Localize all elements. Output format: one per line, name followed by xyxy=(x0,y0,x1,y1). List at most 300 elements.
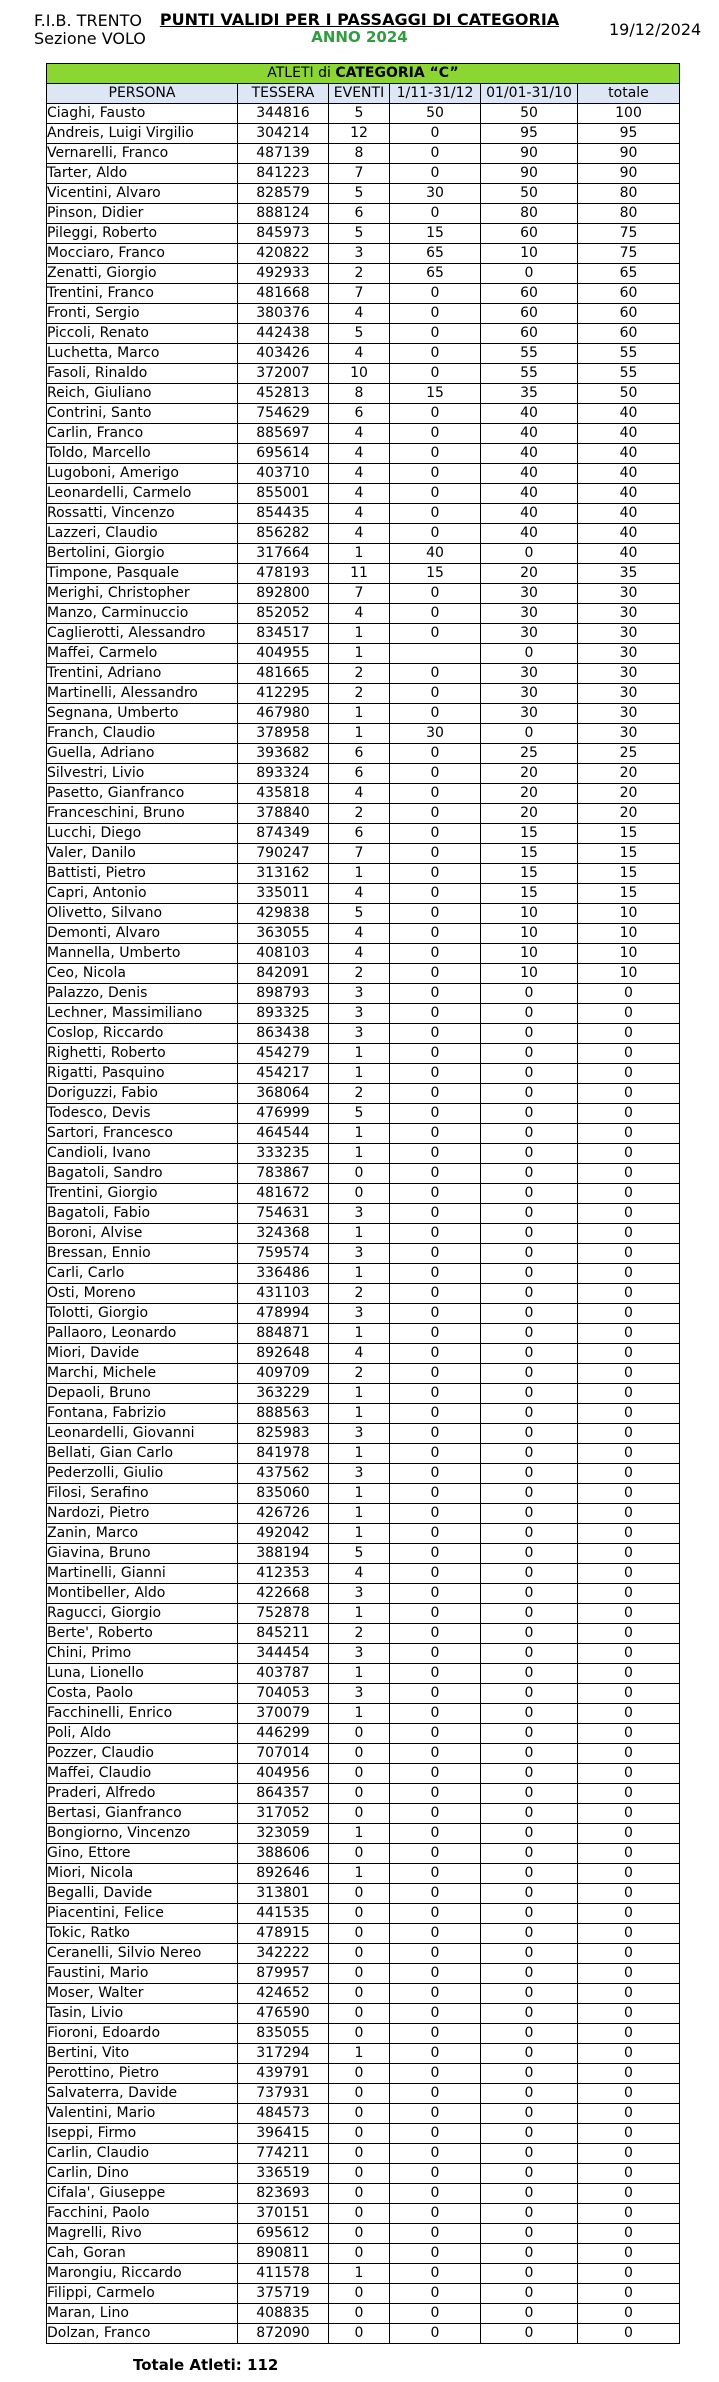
period2-points-cell: 10 xyxy=(481,924,578,944)
total-points-cell: 0 xyxy=(578,1204,680,1224)
person-cell: Martinelli, Alessandro xyxy=(47,684,238,704)
card-number-cell: 481668 xyxy=(238,284,329,304)
card-number-cell: 476590 xyxy=(238,2004,329,2024)
total-points-cell: 0 xyxy=(578,1244,680,1264)
period1-points-cell: 0 xyxy=(390,744,481,764)
total-points-cell: 0 xyxy=(578,1644,680,1664)
table-row xyxy=(47,624,680,644)
events-cell: 3 xyxy=(329,1644,390,1664)
period2-points-cell: 10 xyxy=(481,244,578,264)
total-points-cell: 60 xyxy=(578,284,680,304)
total-points-cell: 0 xyxy=(578,1724,680,1744)
period1-points-cell: 0 xyxy=(390,1524,481,1544)
events-cell: 4 xyxy=(329,524,390,544)
table-row xyxy=(47,444,680,464)
period1-points-cell: 0 xyxy=(390,1784,481,1804)
card-number-cell: 783867 xyxy=(238,1164,329,1184)
table-row xyxy=(47,524,680,544)
table-row xyxy=(47,2264,680,2284)
period2-points-cell: 30 xyxy=(481,584,578,604)
table-row xyxy=(47,1044,680,1064)
table-row xyxy=(47,244,680,264)
table-row xyxy=(47,644,680,664)
table-row xyxy=(47,1164,680,1184)
period1-points-cell: 0 xyxy=(390,704,481,724)
events-cell: 2 xyxy=(329,684,390,704)
table-row xyxy=(47,1524,680,1544)
total-points-cell: 0 xyxy=(578,1664,680,1684)
table-row xyxy=(47,1224,680,1244)
card-number-cell: 856282 xyxy=(238,524,329,544)
table-row xyxy=(47,724,680,744)
total-points-cell: 0 xyxy=(578,1464,680,1484)
person-cell: Valentini, Mario xyxy=(47,2104,238,2124)
person-cell: Zanin, Marco xyxy=(47,1524,238,1544)
period1-points-cell: 0 xyxy=(390,864,481,884)
period1-points-cell: 0 xyxy=(390,444,481,464)
period1-points-cell: 0 xyxy=(390,784,481,804)
total-points-cell: 0 xyxy=(578,2184,680,2204)
person-cell: Facchini, Paolo xyxy=(47,2204,238,2224)
events-cell: 0 xyxy=(329,2244,390,2264)
period1-points-cell: 0 xyxy=(390,1764,481,1784)
card-number-cell: 478193 xyxy=(238,564,329,584)
person-cell: Bertini, Vito xyxy=(47,2044,238,2064)
person-cell: Rigatti, Pasquino xyxy=(47,1064,238,1084)
table-row xyxy=(47,1564,680,1584)
period1-points-cell: 0 xyxy=(390,584,481,604)
total-points-cell: 40 xyxy=(578,404,680,424)
events-cell: 1 xyxy=(329,1824,390,1844)
period2-points-cell: 0 xyxy=(481,2264,578,2284)
events-cell: 2 xyxy=(329,804,390,824)
total-points-cell: 90 xyxy=(578,164,680,184)
card-number-cell: 429838 xyxy=(238,904,329,924)
period2-points-cell: 0 xyxy=(481,1564,578,1584)
card-number-cell: 408103 xyxy=(238,944,329,964)
period2-points-cell: 20 xyxy=(481,764,578,784)
person-cell: Miori, Nicola xyxy=(47,1864,238,1884)
table-row xyxy=(47,1584,680,1604)
total-points-cell: 0 xyxy=(578,1964,680,1984)
person-cell: Luchetta, Marco xyxy=(47,344,238,364)
person-cell: Moser, Walter xyxy=(47,1984,238,2004)
card-number-cell: 892646 xyxy=(238,1864,329,1884)
table-row xyxy=(47,1004,680,1024)
total-points-cell: 0 xyxy=(578,1924,680,1944)
events-cell: 4 xyxy=(329,1344,390,1364)
total-points-cell: 10 xyxy=(578,924,680,944)
card-number-cell: 439791 xyxy=(238,2064,329,2084)
period2-points-cell: 90 xyxy=(481,144,578,164)
table-row xyxy=(47,264,680,284)
table-row xyxy=(47,2204,680,2224)
period1-points-cell: 0 xyxy=(390,1324,481,1344)
table-row xyxy=(47,204,680,224)
person-cell: Giavina, Bruno xyxy=(47,1544,238,1564)
table-row xyxy=(47,224,680,244)
period2-points-cell: 55 xyxy=(481,344,578,364)
period2-points-cell: 55 xyxy=(481,364,578,384)
card-number-cell: 313162 xyxy=(238,864,329,884)
events-cell: 0 xyxy=(329,2164,390,2184)
card-number-cell: 695614 xyxy=(238,444,329,464)
events-cell: 12 xyxy=(329,124,390,144)
person-cell: Candioli, Ivano xyxy=(47,1144,238,1164)
card-number-cell: 481672 xyxy=(238,1184,329,1204)
period1-points-cell: 0 xyxy=(390,2224,481,2244)
events-cell: 1 xyxy=(329,1124,390,1144)
period2-points-cell: 0 xyxy=(481,1324,578,1344)
table-row xyxy=(47,664,680,684)
events-cell: 1 xyxy=(329,1324,390,1344)
period2-points-cell: 30 xyxy=(481,704,578,724)
period1-points-cell: 0 xyxy=(390,364,481,384)
page-year: ANNO 2024 xyxy=(311,28,408,46)
person-cell: Tasin, Livio xyxy=(47,2004,238,2024)
events-cell: 6 xyxy=(329,764,390,784)
table-row xyxy=(47,1484,680,1504)
table-row xyxy=(47,464,680,484)
card-number-cell: 370079 xyxy=(238,1704,329,1724)
period1-points-cell: 0 xyxy=(390,1624,481,1644)
person-cell: Fontana, Fabrizio xyxy=(47,1404,238,1424)
total-points-cell: 0 xyxy=(578,1564,680,1584)
total-points-cell: 0 xyxy=(578,1524,680,1544)
period1-points-cell: 30 xyxy=(390,724,481,744)
table-row xyxy=(47,2124,680,2144)
events-cell: 5 xyxy=(329,1104,390,1124)
events-cell: 0 xyxy=(329,1184,390,1204)
person-cell: Filosi, Serafino xyxy=(47,1484,238,1504)
table-row xyxy=(47,364,680,384)
period2-points-cell: 0 xyxy=(481,1204,578,1224)
total-points-cell: 30 xyxy=(578,584,680,604)
card-number-cell: 825983 xyxy=(238,1424,329,1444)
card-number-cell: 737931 xyxy=(238,2084,329,2104)
total-points-cell: 30 xyxy=(578,624,680,644)
period2-points-cell: 20 xyxy=(481,784,578,804)
period1-points-cell: 0 xyxy=(390,1464,481,1484)
person-cell: Berte', Roberto xyxy=(47,1624,238,1644)
person-cell: Lugoboni, Amerigo xyxy=(47,464,238,484)
total-points-cell: 0 xyxy=(578,1544,680,1564)
period2-points-cell: 0 xyxy=(481,1864,578,1884)
total-points-cell: 75 xyxy=(578,244,680,264)
person-cell: Dolzan, Franco xyxy=(47,2324,238,2344)
person-cell: Coslop, Riccardo xyxy=(47,1024,238,1044)
period1-points-cell: 0 xyxy=(390,484,481,504)
table-row xyxy=(47,1304,680,1324)
person-cell: Bagatoli, Fabio xyxy=(47,1204,238,1224)
events-cell: 3 xyxy=(329,1464,390,1484)
period2-points-cell: 10 xyxy=(481,904,578,924)
card-number-cell: 313801 xyxy=(238,1884,329,1904)
events-cell: 0 xyxy=(329,2284,390,2304)
card-number-cell: 420822 xyxy=(238,244,329,264)
person-cell: Rossatti, Vincenzo xyxy=(47,504,238,524)
period1-points-cell: 0 xyxy=(390,684,481,704)
total-points-cell: 10 xyxy=(578,904,680,924)
table-row xyxy=(47,564,680,584)
card-number-cell: 823693 xyxy=(238,2184,329,2204)
period2-points-cell: 0 xyxy=(481,1084,578,1104)
events-cell: 4 xyxy=(329,504,390,524)
column-header: TESSERA xyxy=(238,84,329,104)
person-cell: Mocciaro, Franco xyxy=(47,244,238,264)
period2-points-cell: 0 xyxy=(481,2204,578,2224)
events-cell: 0 xyxy=(329,1844,390,1864)
card-number-cell: 404956 xyxy=(238,1764,329,1784)
period1-points-cell: 0 xyxy=(390,1484,481,1504)
card-number-cell: 446299 xyxy=(238,1724,329,1744)
card-number-cell: 378840 xyxy=(238,804,329,824)
total-points-cell: 0 xyxy=(578,2304,680,2324)
total-points-cell: 40 xyxy=(578,504,680,524)
events-cell: 7 xyxy=(329,844,390,864)
person-cell: Pinson, Didier xyxy=(47,204,238,224)
person-cell: Montibeller, Aldo xyxy=(47,1584,238,1604)
person-cell: Facchinelli, Enrico xyxy=(47,1704,238,1724)
period2-points-cell: 0 xyxy=(481,2064,578,2084)
person-cell: Manzo, Carminuccio xyxy=(47,604,238,624)
person-cell: Piccoli, Renato xyxy=(47,324,238,344)
period1-points-cell: 0 xyxy=(390,2264,481,2284)
total-points-cell: 0 xyxy=(578,1904,680,1924)
card-number-cell: 403710 xyxy=(238,464,329,484)
table-row xyxy=(47,1744,680,1764)
events-cell: 6 xyxy=(329,824,390,844)
period1-points-cell: 0 xyxy=(390,2104,481,2124)
period1-points-cell: 0 xyxy=(390,1364,481,1384)
card-number-cell: 885697 xyxy=(238,424,329,444)
events-cell: 5 xyxy=(329,224,390,244)
card-number-cell: 336519 xyxy=(238,2164,329,2184)
person-cell: Pallaoro, Leonardo xyxy=(47,1324,238,1344)
period1-points-cell: 0 xyxy=(390,844,481,864)
person-cell: Andreis, Luigi Virgilio xyxy=(47,124,238,144)
period1-points-cell: 0 xyxy=(390,1424,481,1444)
events-cell: 1 xyxy=(329,1484,390,1504)
period2-points-cell: 0 xyxy=(481,2004,578,2024)
events-cell: 0 xyxy=(329,1164,390,1184)
period1-points-cell: 0 xyxy=(390,1544,481,1564)
events-cell: 2 xyxy=(329,1084,390,1104)
events-cell: 4 xyxy=(329,424,390,444)
period2-points-cell: 0 xyxy=(481,1304,578,1324)
table-row xyxy=(47,424,680,444)
table-row xyxy=(47,904,680,924)
period1-points-cell: 0 xyxy=(390,2204,481,2224)
period2-points-cell: 0 xyxy=(481,1404,578,1424)
card-number-cell: 892800 xyxy=(238,584,329,604)
period2-points-cell: 40 xyxy=(481,444,578,464)
card-number-cell: 342222 xyxy=(238,1944,329,1964)
period2-points-cell: 10 xyxy=(481,964,578,984)
table-row xyxy=(47,2044,680,2064)
table-row xyxy=(47,844,680,864)
card-number-cell: 754629 xyxy=(238,404,329,424)
events-cell: 0 xyxy=(329,1944,390,1964)
total-points-cell: 0 xyxy=(578,1984,680,2004)
events-cell: 1 xyxy=(329,724,390,744)
table-row xyxy=(47,2024,680,2044)
table-row xyxy=(47,1804,680,1824)
total-points-cell: 25 xyxy=(578,744,680,764)
period1-points-cell: 50 xyxy=(390,104,481,124)
period2-points-cell: 0 xyxy=(481,1784,578,1804)
total-points-cell: 0 xyxy=(578,1024,680,1044)
person-cell: Bertasi, Gianfranco xyxy=(47,1804,238,1824)
card-number-cell: 396415 xyxy=(238,2124,329,2144)
person-cell: Gino, Ettore xyxy=(47,1844,238,1864)
table-row xyxy=(47,1844,680,1864)
period1-points-cell: 0 xyxy=(390,1064,481,1084)
table-row xyxy=(47,1644,680,1664)
person-cell: Costa, Paolo xyxy=(47,1684,238,1704)
total-points-cell: 50 xyxy=(578,384,680,404)
total-points-cell: 15 xyxy=(578,844,680,864)
total-points-cell: 30 xyxy=(578,644,680,664)
events-cell: 3 xyxy=(329,244,390,264)
events-cell: 0 xyxy=(329,2224,390,2244)
card-number-cell: 704053 xyxy=(238,1684,329,1704)
period2-points-cell: 0 xyxy=(481,1804,578,1824)
total-points-cell: 55 xyxy=(578,344,680,364)
events-cell: 4 xyxy=(329,884,390,904)
total-points-cell: 15 xyxy=(578,864,680,884)
total-points-cell: 0 xyxy=(578,1144,680,1164)
period1-points-cell: 0 xyxy=(390,964,481,984)
table-row xyxy=(47,1984,680,2004)
period2-points-cell: 0 xyxy=(481,544,578,564)
total-points-cell: 0 xyxy=(578,984,680,1004)
total-points-cell: 0 xyxy=(578,1224,680,1244)
person-cell: Fasoli, Rinaldo xyxy=(47,364,238,384)
period1-points-cell: 0 xyxy=(390,424,481,444)
period2-points-cell: 0 xyxy=(481,1504,578,1524)
table-row xyxy=(47,484,680,504)
period1-points-cell xyxy=(390,644,481,664)
card-number-cell: 422668 xyxy=(238,1584,329,1604)
events-cell: 1 xyxy=(329,544,390,564)
person-cell: Bressan, Ennio xyxy=(47,1244,238,1264)
period2-points-cell: 0 xyxy=(481,1184,578,1204)
total-points-cell: 35 xyxy=(578,564,680,584)
period1-points-cell: 0 xyxy=(390,1724,481,1744)
period2-points-cell: 0 xyxy=(481,1584,578,1604)
events-cell: 3 xyxy=(329,1684,390,1704)
events-cell: 0 xyxy=(329,1924,390,1944)
person-cell: Bagatoli, Sandro xyxy=(47,1164,238,1184)
table-row xyxy=(47,2244,680,2264)
events-cell: 4 xyxy=(329,784,390,804)
events-cell: 1 xyxy=(329,1664,390,1684)
period1-points-cell: 0 xyxy=(390,1924,481,1944)
period1-points-cell: 15 xyxy=(390,564,481,584)
events-cell: 4 xyxy=(329,304,390,324)
table-row xyxy=(47,384,680,404)
period1-points-cell: 0 xyxy=(390,324,481,344)
person-cell: Caglierotti, Alessandro xyxy=(47,624,238,644)
person-cell: Fioroni, Edoardo xyxy=(47,2024,238,2044)
card-number-cell: 388606 xyxy=(238,1844,329,1864)
table-row xyxy=(47,1664,680,1684)
period2-points-cell: 0 xyxy=(481,1964,578,1984)
period2-points-cell: 15 xyxy=(481,844,578,864)
table-row xyxy=(47,1384,680,1404)
period2-points-cell: 0 xyxy=(481,1464,578,1484)
total-points-cell: 10 xyxy=(578,964,680,984)
total-points-cell: 0 xyxy=(578,1264,680,1284)
period1-points-cell: 0 xyxy=(390,1244,481,1264)
period2-points-cell: 0 xyxy=(481,1144,578,1164)
total-points-cell: 0 xyxy=(578,1304,680,1324)
table-row xyxy=(47,544,680,564)
events-cell: 0 xyxy=(329,2024,390,2044)
total-points-cell: 0 xyxy=(578,1784,680,1804)
events-cell: 0 xyxy=(329,2204,390,2224)
period2-points-cell: 0 xyxy=(481,1644,578,1664)
total-points-cell: 15 xyxy=(578,824,680,844)
table-row xyxy=(47,1784,680,1804)
period2-points-cell: 0 xyxy=(481,2244,578,2264)
card-number-cell: 403426 xyxy=(238,344,329,364)
events-cell: 0 xyxy=(329,1724,390,1744)
person-cell: Guella, Adriano xyxy=(47,744,238,764)
card-number-cell: 304214 xyxy=(238,124,329,144)
period1-points-cell: 0 xyxy=(390,124,481,144)
table-row xyxy=(47,1944,680,1964)
total-points-cell: 20 xyxy=(578,784,680,804)
person-cell: Ceranelli, Silvio Nereo xyxy=(47,1944,238,1964)
table-row xyxy=(47,1144,680,1164)
period1-points-cell: 0 xyxy=(390,1184,481,1204)
total-points-cell: 15 xyxy=(578,884,680,904)
events-cell: 0 xyxy=(329,2304,390,2324)
person-cell: Ragucci, Giorgio xyxy=(47,1604,238,1624)
events-cell: 7 xyxy=(329,164,390,184)
period2-points-cell: 0 xyxy=(481,724,578,744)
total-points-cell: 0 xyxy=(578,2004,680,2024)
column-header: 01/01-31/10 xyxy=(481,84,578,104)
events-cell: 0 xyxy=(329,2144,390,2164)
person-cell: Timpone, Pasquale xyxy=(47,564,238,584)
total-points-cell: 0 xyxy=(578,1004,680,1024)
card-number-cell: 336486 xyxy=(238,1264,329,1284)
period2-points-cell: 0 xyxy=(481,1104,578,1124)
period1-points-cell: 0 xyxy=(390,1864,481,1884)
total-points-cell: 0 xyxy=(578,2264,680,2284)
person-cell: Vernarelli, Franco xyxy=(47,144,238,164)
table-row xyxy=(47,1364,680,1384)
events-cell: 0 xyxy=(329,1904,390,1924)
events-cell: 1 xyxy=(329,704,390,724)
events-cell: 0 xyxy=(329,1964,390,1984)
card-number-cell: 372007 xyxy=(238,364,329,384)
total-points-cell: 0 xyxy=(578,2104,680,2124)
card-number-cell: 842091 xyxy=(238,964,329,984)
events-cell: 1 xyxy=(329,1384,390,1404)
total-points-cell: 10 xyxy=(578,944,680,964)
person-cell: Filippi, Carmelo xyxy=(47,2284,238,2304)
period1-points-cell: 0 xyxy=(390,824,481,844)
total-points-cell: 0 xyxy=(578,2044,680,2064)
period2-points-cell: 0 xyxy=(481,1884,578,1904)
table-row xyxy=(47,2184,680,2204)
person-cell: Capri, Antonio xyxy=(47,884,238,904)
period1-points-cell: 0 xyxy=(390,764,481,784)
